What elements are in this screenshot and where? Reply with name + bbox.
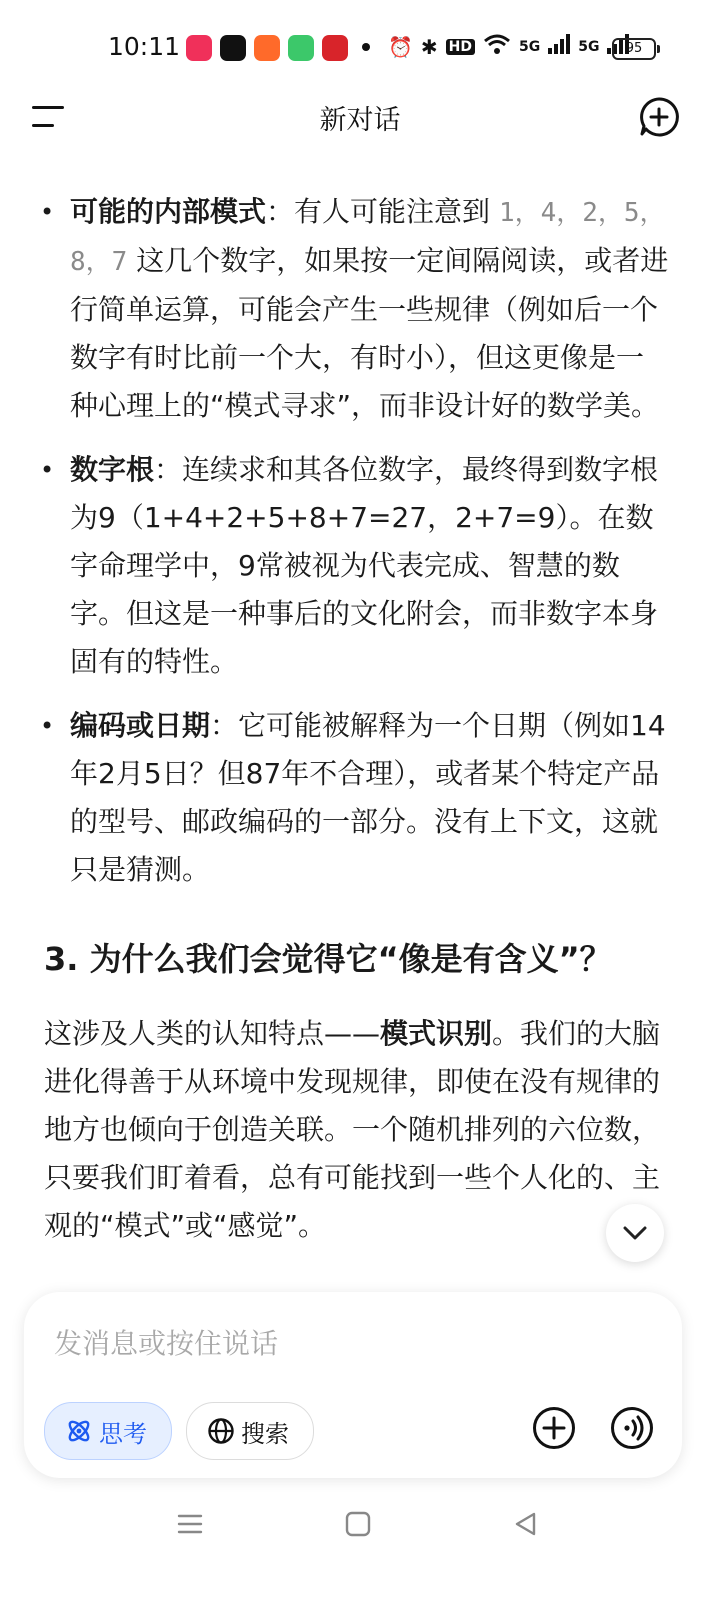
section-heading: 3. 为什么我们会觉得它“像是有含义”？ [44, 940, 612, 978]
notification-icons [186, 35, 348, 61]
menu-nav-button[interactable] [176, 1510, 204, 1538]
list-item [40, 188, 670, 430]
think-toggle-button[interactable] [44, 1402, 172, 1460]
plus-circle-icon [532, 1406, 576, 1450]
bullet-term: 编码或日期 [70, 709, 211, 742]
new-chat-icon[interactable] [638, 96, 680, 138]
scroll-down-button[interactable] [606, 1204, 664, 1262]
app-notification-icon [186, 35, 212, 61]
search-toggle-button[interactable] [186, 1402, 314, 1460]
paragraph-text: 。我们的大脑进化得善于从环境中发现规律，即使在没有规律的地方也倾向于创造关联。一个随机排列的六位数，只要我们盯着看，总有可能找到一些个人化的、主观的“模式”或“感觉”。 [44, 1017, 661, 1242]
bullet-separator: ： [266, 195, 295, 228]
bullet-separator: ： [154, 453, 183, 486]
bullet-text: 它可能被解释为一个日期（例如14年2月5日？但87年不合理），或者某个特定产品的型号、邮政编码的一部分。没有上下文，这就只是猜测。 [70, 709, 666, 886]
green-app-icon [288, 35, 314, 61]
bluetooth-icon: ✱ [420, 34, 438, 59]
message-composer [24, 1292, 682, 1478]
bullet-text: 有人可能注意到 [294, 195, 499, 228]
app-header [0, 88, 720, 148]
square-icon [344, 1510, 372, 1538]
notification-dot [362, 43, 370, 51]
red-app-icon [322, 35, 348, 61]
bullet-term: 可能的内部模式 [70, 195, 267, 228]
bullet-digits: 1，4，2，5，8，7 [70, 198, 666, 277]
answer-bullet-list [0, 188, 720, 894]
message-input[interactable]: 发消息或按住说话 [54, 1327, 279, 1360]
home-nav-button[interactable] [344, 1510, 372, 1538]
bullet-text: 连续求和其各位数字，最终得到数字根为9（1+4+2+5+8+7=27，2+7=9）。在数字命理学中，9常被视为代表完成、智慧的数字。但这是一种事后的文化附会，而非数字本身固有的特性。 [70, 453, 659, 678]
think-label: 思考 [99, 1419, 147, 1448]
system-icons [362, 33, 629, 60]
back-triangle-icon [512, 1510, 540, 1538]
signal-bars-icon [548, 34, 570, 59]
list-item [40, 702, 670, 894]
bullet-text: 这几个数字，如果按一定间隔阅读，或者进行简单运算，可能会产生一些规律（例如后一个数字有时比前一个大，有时小），但这更像是一种心理上的“模式寻求”，而非设计好的数学美。 [70, 244, 669, 422]
atom-icon [65, 1417, 93, 1445]
hamburger-icon [176, 1510, 204, 1538]
hd-icon: HD [446, 39, 475, 55]
battery-indicator: 95 [612, 38, 656, 60]
voice-call-button[interactable] [610, 1406, 654, 1450]
chevron-down-icon [622, 1225, 648, 1241]
bullet-term: 数字根 [70, 453, 155, 486]
signal-5g-icon: 5G [519, 38, 541, 55]
paragraph-bold: 模式识别 [380, 1017, 493, 1050]
answer-paragraph [44, 1010, 664, 1250]
voice-wave-icon [610, 1406, 654, 1450]
tiktok-icon [220, 35, 246, 61]
search-label: 搜索 [241, 1419, 289, 1448]
wifi-icon [483, 33, 511, 60]
status-time: 10:11 [108, 32, 181, 61]
globe-icon [207, 1417, 235, 1445]
signal-5g-icon-2: 5G [578, 38, 600, 55]
list-item [40, 446, 670, 686]
system-nav-bar [0, 1500, 720, 1550]
video-app-icon [254, 35, 280, 61]
add-attachment-button[interactable] [532, 1406, 576, 1450]
paragraph-text: 这涉及人类的认知特点—— [44, 1017, 381, 1050]
bullet-separator: ： [210, 709, 239, 742]
alarm-icon: ⏰ [388, 34, 413, 59]
status-bar [0, 0, 720, 92]
page-title: 新对话 [319, 105, 401, 136]
back-nav-button[interactable] [512, 1510, 540, 1538]
chat-content [0, 172, 720, 1282]
